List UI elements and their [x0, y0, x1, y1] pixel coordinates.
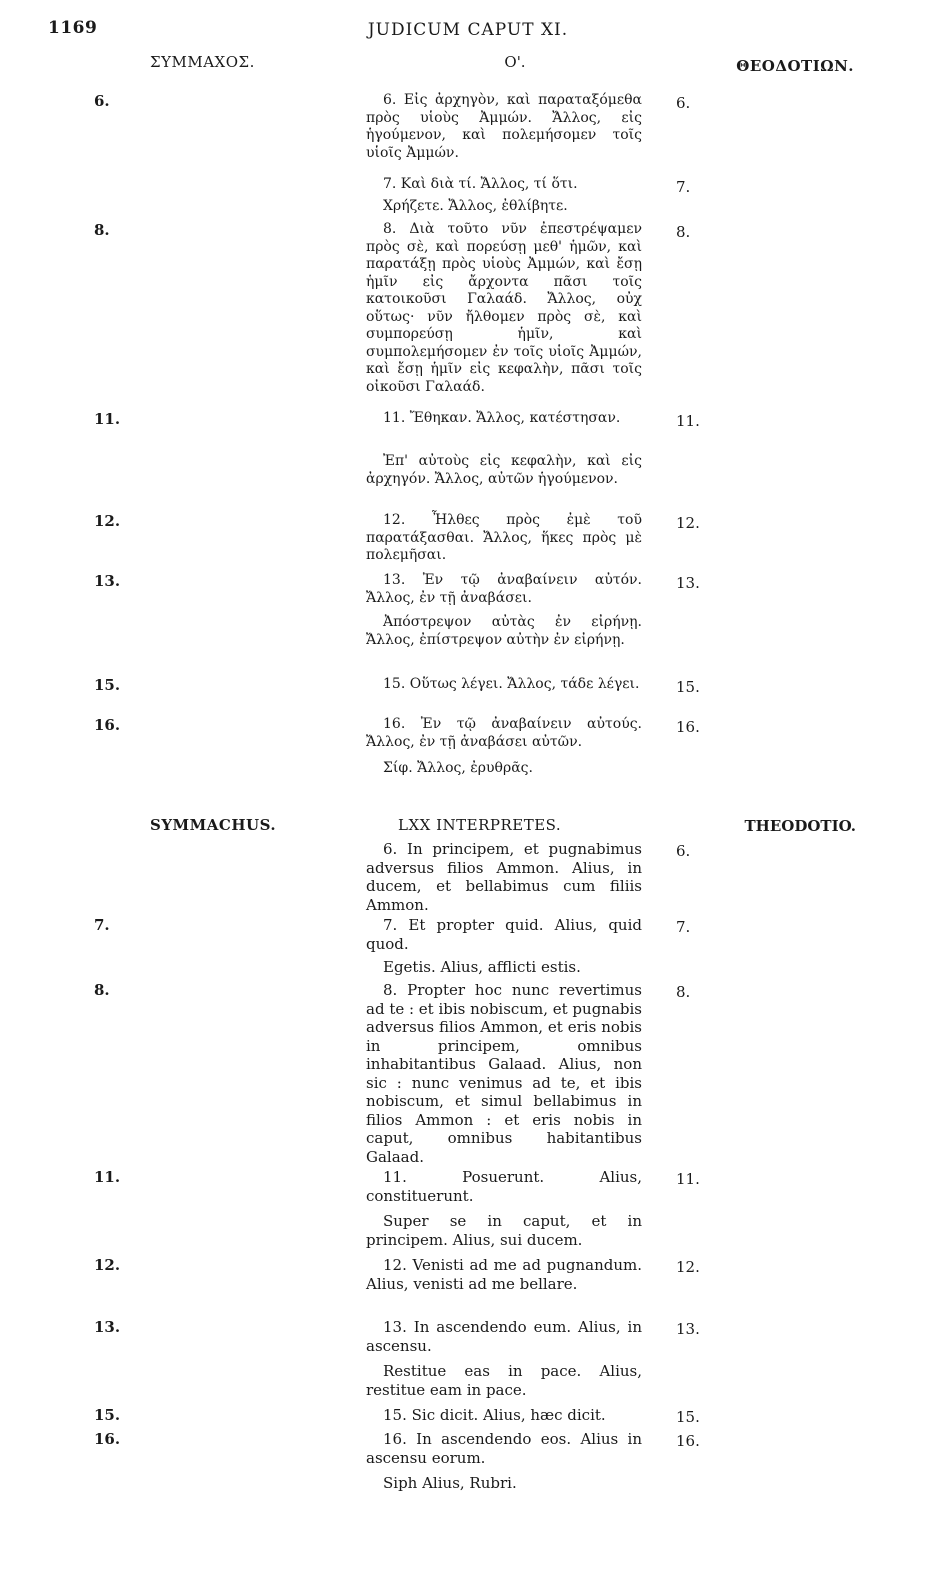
verse-text — [366, 760, 642, 778]
verse-number-left: 11. — [94, 410, 121, 428]
text-paragraph: Χρήζετε. Ἄλλος, ἐθλίβητε. — [383, 198, 568, 214]
verse-number-left: 12. — [94, 1256, 121, 1274]
text-paragraph: 7. Et propter quid. Alius, quid quod. — [366, 916, 642, 953]
text-paragraph: 7. Καὶ διὰ τί. Ἄλλος, τί ὅτι. — [383, 176, 578, 192]
verse-number-left: 16. — [94, 1430, 121, 1448]
text-paragraph: 12. Venisti ad me ad pugnandum. Alius, venisti ad me bellare. — [366, 1256, 642, 1293]
text-paragraph: Egetis. Alius, afflicti estis. — [383, 958, 581, 976]
verse-text — [366, 1406, 642, 1425]
verse-number-right: 15. — [676, 1408, 700, 1426]
verse-number-left: 15. — [94, 1406, 121, 1424]
text-paragraph: 15. Οὕτως λέγει. Ἄλλος, τάδε λέγει. — [383, 676, 640, 692]
verse-number-right: 16. — [676, 1432, 700, 1450]
verse-number-right: 13. — [676, 574, 700, 592]
column-heading-theodotion-latin: THEODOTIO. — [744, 817, 856, 835]
column-heading-symmachus-greek: ΣΥΜΜΑΧΟΣ. — [150, 53, 255, 71]
column-heading-symmachus-latin: SYMMACHUS. — [150, 816, 277, 834]
verse-number-right: 6. — [676, 94, 691, 112]
verse-number-right: 7. — [676, 918, 691, 936]
verse-number-left: 12. — [94, 512, 121, 530]
verse-text — [366, 1212, 642, 1249]
running-head: JUDICUM CAPUT XI. — [367, 20, 569, 40]
verse-text — [366, 512, 642, 565]
verse-number-left: 7. — [94, 916, 110, 934]
text-paragraph: 6. Εἰς ἀρχηγὸν, καὶ παραταξόμεθα πρὸς υἱοὺς Ἀμμών. Ἄλλος, εἰς ἡγούμενον, καὶ πολεμήσομεν τοῖς υἱοῖς Ἀμμών. — [366, 92, 642, 161]
text-paragraph: Siph Alius, Rubri. — [383, 1474, 517, 1492]
verse-text — [366, 410, 642, 428]
verse-text — [366, 958, 642, 977]
text-paragraph: 15. Sic dicit. Alius, hæc dicit. — [383, 1406, 606, 1424]
verse-text — [366, 221, 642, 396]
verse-number-right: 12. — [676, 1258, 700, 1276]
text-paragraph: 11. Posuerunt. Alius, constituerunt. — [366, 1168, 642, 1205]
verse-number-left: 8. — [94, 221, 110, 239]
verse-number-left: 15. — [94, 676, 121, 694]
text-paragraph: 13. Ἐν τῷ ἀναβαίνειν αὐτόν. Ἄλλος, ἐν τῇ ἀναβάσει. — [366, 572, 642, 606]
verse-number-right: 7. — [676, 178, 691, 196]
verse-text — [366, 840, 642, 914]
verse-number-right: 15. — [676, 678, 700, 696]
verse-text — [366, 198, 642, 216]
text-paragraph: Ἐπ' αὐτοὺς εἰς κεφαλὴν, καὶ εἰς ἀρχηγόν. Ἄλλος, αὐτῶν ἡγούμενον. — [366, 453, 642, 487]
verse-text — [366, 614, 642, 649]
verse-text — [366, 676, 642, 694]
verse-number-right: 16. — [676, 718, 700, 736]
text-paragraph: Super se in caput, et in principem. Alius, sui ducem. — [366, 1212, 642, 1249]
verse-number-right: 13. — [676, 1320, 700, 1338]
text-paragraph: 16. Ἐν τῷ ἀναβαίνειν αὐτούς. Ἄλλος, ἐν τῇ ἀναβάσει αὐτῶν. — [366, 716, 642, 750]
verse-number-left: 16. — [94, 716, 121, 734]
text-paragraph: Restitue eas in pace. Alius, restitue eam in pace. — [366, 1362, 642, 1399]
verse-text — [366, 1318, 642, 1355]
text-paragraph: Σίφ. Ἄλλος, ἐρυθρᾶς. — [383, 760, 533, 776]
verse-text — [366, 453, 642, 488]
text-paragraph: 6. In principem, et pugnabimus adversus filios Ammon. Alius, in ducem, et bellabimus cum filiis Ammon. — [366, 840, 642, 914]
verse-text — [366, 1430, 642, 1467]
verse-number-right: 6. — [676, 842, 691, 860]
verse-number-right: 12. — [676, 514, 700, 532]
column-heading-septuagint-greek: Ο'. — [504, 53, 526, 71]
verse-text — [366, 1168, 642, 1205]
column-heading-septuagint-latin: LXX INTERPRETES. — [398, 816, 562, 834]
verse-number-left: 8. — [94, 981, 110, 999]
text-paragraph: 8. Propter hoc nunc revertimus ad te : et ibis nobiscum, et pugnabis adversus filios Ammon, et eris nobis in principem, omnibus inhabitantibus Galaad. Alius, non sic : nunc venimus ad te, et ibis nobiscum, et simul bellabimus in filios Ammon : et eris nobis in caput, omnibus habitantibus Galaad. — [366, 981, 642, 1166]
page-number: 1169 — [48, 18, 98, 38]
verse-text — [366, 1256, 642, 1293]
verse-number-right: 11. — [676, 412, 700, 430]
column-heading-theodotion-greek: ΘΕΟΔΟΤΙΩΝ. — [736, 57, 854, 75]
verse-number-left: 6. — [94, 92, 110, 110]
verse-number-left: 13. — [94, 572, 121, 590]
verse-text — [366, 981, 642, 1166]
text-paragraph: 16. In ascendendo eos. Alius in ascensu eorum. — [366, 1430, 642, 1467]
text-paragraph: Ἀπόστρεψον αὐτὰς ἐν εἰρήνῃ. Ἄλλος, ἐπίστρεψον αὐτὴν ἐν εἰρήνῃ. — [366, 614, 642, 648]
text-paragraph: 11. Ἔθηκαν. Ἄλλος, κατέστησαν. — [383, 410, 621, 426]
verse-number-right: 11. — [676, 1170, 700, 1188]
verse-text — [366, 1362, 642, 1399]
verse-text — [366, 716, 642, 751]
text-paragraph: 13. In ascendendo eum. Alius, in ascensu. — [366, 1318, 642, 1355]
text-paragraph: 8. Διὰ τοῦτο νῦν ἐπεστρέψαμεν πρὸς σὲ, καὶ πορεύσῃ μεθ' ἡμῶν, καὶ παρατάξῃ πρὸς υἱοὺς Ἀμμών, καὶ ἔσῃ ἡμῖν εἰς ἄρχοντα πᾶσι τοῖς κατοικοῦσι Γαλαάδ. Ἄλλος, οὐχ οὕτως· νῦν ἤλθομεν πρὸς σὲ, καὶ συμπορεύσῃ ἡμῖν, καὶ συμπολεμήσομεν ἐν τοῖς υἱοῖς Ἀμμών, καὶ ἔσῃ ἡμῖν εἰς κεφαλὴν, πᾶσι τοῖς οἰκοῦσι Γαλαάδ. — [366, 221, 642, 395]
verse-text — [366, 572, 642, 607]
verse-number-right: 8. — [676, 223, 691, 241]
text-paragraph: 12. Ἦλθες πρὸς ἐμὲ τοῦ παρατάξασθαι. Ἄλλος, ἥκες πρὸς μὲ πολεμῆσαι. — [366, 512, 642, 563]
verse-text — [366, 916, 642, 953]
verse-number-left: 11. — [94, 1168, 121, 1186]
verse-text — [366, 92, 642, 162]
verse-number-right: 8. — [676, 983, 691, 1001]
verse-number-left: 13. — [94, 1318, 121, 1336]
verse-text — [366, 176, 642, 194]
verse-text — [366, 1474, 642, 1493]
